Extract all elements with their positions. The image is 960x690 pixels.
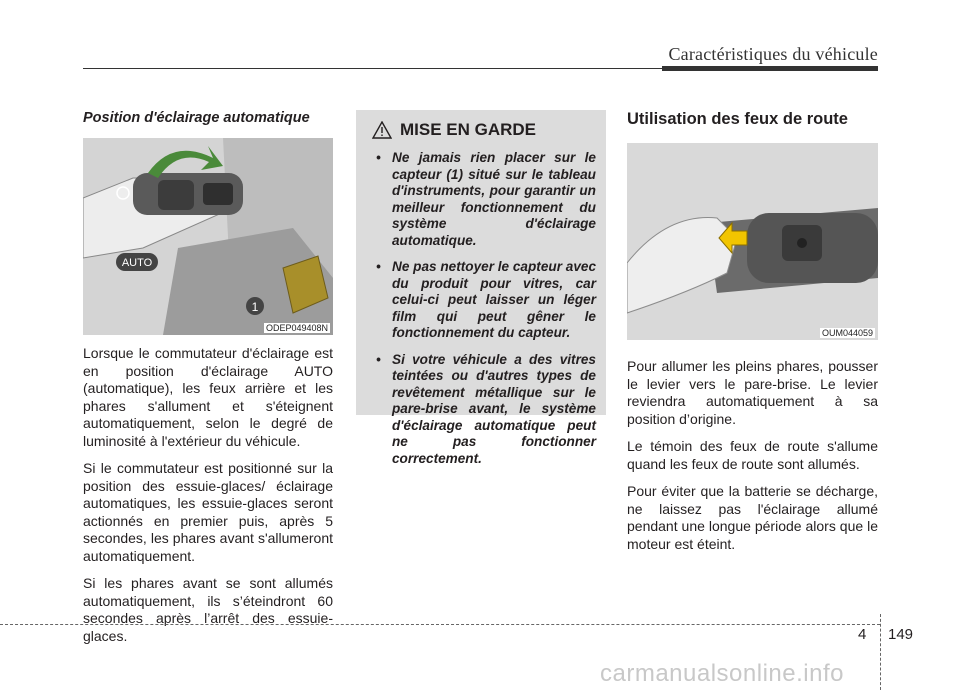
middle-column: [356, 110, 606, 466]
paragraph: Si le commutateur est positionné sur la position des essuie-glaces/ éclairage automatiques, les essuie-glaces seront actionnés en premier puis, après 5 secondes, les phares avant s'allumeront automatiquement.: [83, 460, 333, 564]
figure-code: OUM044059: [821, 328, 873, 338]
left-column: [83, 110, 333, 645]
warning-heading: [372, 120, 596, 140]
section-header-title: Caractéristiques du véhicule: [668, 44, 878, 64]
high-beam-illustration: [627, 143, 878, 340]
warning-triangle-icon: [372, 121, 392, 139]
high-beam-title: Utilisation des feux de route: [627, 110, 848, 128]
high-beam-figure: [627, 143, 878, 340]
paragraph: Le témoin des feux de route s'allume quand les feux de route sont allumés.: [627, 438, 878, 472]
warning-item: • Si votre véhicule a des vitres teintées ou d'autres types de revêtement métallique sur le pare-brise avant, le système d'éclairage automatique peut ne pas fonctionner correctement.: [376, 351, 596, 466]
paragraph: Lorsque le commutateur d'éclairage est en position d'éclairage AUTO (automatique), les feux arrière et les phares s'allument et s'éteignent automatiquement, selon le degré de luminosité à l'extérieur du véhicule.: [83, 345, 333, 449]
warning-title: MISE EN GARDE: [400, 120, 537, 139]
callout-1-label: 1: [251, 300, 259, 314]
watermark: carmanualsonline.info: [600, 660, 844, 687]
auto-light-figure: [83, 138, 333, 335]
paragraph: Si les phares avant se sont allumés automatiquement, ils s’éteindront 60 secondes après l’arrêt des essuie-glaces.: [83, 575, 333, 644]
warning-box: [356, 110, 606, 466]
warning-list: [366, 150, 596, 467]
figure-code: ODEP049408N: [265, 323, 328, 333]
header-accent-bar: [662, 66, 878, 71]
auto-badge-label: AUTO: [121, 257, 153, 269]
paragraph: Pour éviter que la batterie se décharge, ne laissez pas l'éclairage allumé pendant une longue période alors que le moteur est éteint.: [627, 483, 878, 552]
auto-light-subheading: Position d'éclairage automatique: [83, 110, 310, 126]
footer-divider: [880, 614, 881, 690]
chapter-number: 4: [858, 626, 867, 643]
warning-item: • Ne jamais rien placer sur le capteur (1) situé sur le tableau d'instruments, pour garantir un meilleur fonctionnement du système d'éclairage automatique.: [376, 150, 596, 248]
page-number: 149: [888, 626, 914, 643]
right-column: [627, 110, 878, 553]
light-switch-illustration: [83, 138, 333, 335]
warning-item: • Ne pas nettoyer le capteur avec du produit pour vitres, car celui-ci peut laisser un léger film qui peut gêner le fonctionnement du capteur.: [376, 259, 596, 340]
footer-rule: [0, 624, 880, 625]
paragraph: Pour allumer les pleins phares, pousser le levier vers le pare-brise. Le levier reviendra automatiquement à sa position d’origine.: [627, 358, 878, 427]
